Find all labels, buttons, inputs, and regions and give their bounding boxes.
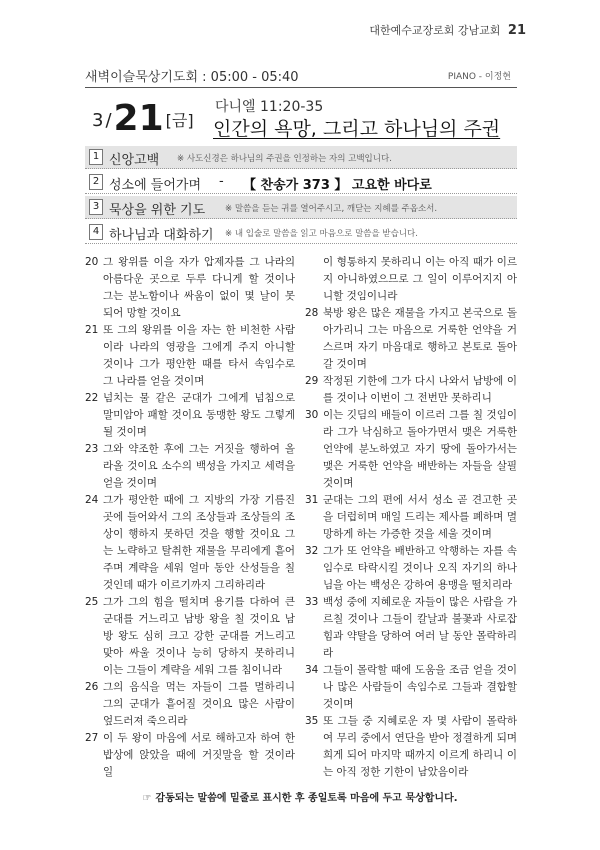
verse-text: 이 두 왕이 마음에 서로 해하고자 하여 한 밥상에 앉았을 때에 거짓말을 할 것이라 일 <box>103 732 295 778</box>
verse-number: 23 <box>85 443 99 455</box>
verse-text: 이 형통하지 못하리니 이는 아직 때가 이르지 아니하였으므로 그 일이 이루어지지 아니할 것임이니라 <box>323 256 517 302</box>
verse <box>305 543 517 594</box>
verse-text: 넘치는 물 같은 군대가 그에게 넘침으로 말미암아 패할 것이요 동맹한 왕도 그렇게 될 것이며 <box>103 392 295 438</box>
verse-text: 또 그들 중 지혜로운 자 몇 사람이 몰락하여 무리 중에서 연단을 받아 정결하게 되며 희게 되어 마지막 때까지 이르게 하리니 이는 아직 정한 기한이 남았음이라 <box>323 715 517 778</box>
verse-number: 27 <box>85 732 99 744</box>
verse <box>305 713 517 781</box>
verse <box>85 730 295 781</box>
verse-number: 25 <box>85 596 99 608</box>
verse-number: 32 <box>305 545 319 557</box>
page-number: 21 <box>507 23 526 38</box>
verse <box>305 254 517 305</box>
verse-text: 그의 음식을 먹는 자들이 그를 멸하리니 그의 군대가 흩어질 것이요 많은 사람이 엎드러져 죽으리라 <box>103 681 295 727</box>
pointing-hand-icon: ☞ <box>142 793 152 804</box>
verse-text: 그가 또 언약을 배반하고 악행하는 자를 속임수로 타락시킬 것이나 오직 자기의 하나님을 아는 백성은 강하여 용맹을 떨치리라 <box>323 545 517 591</box>
step-dialogue <box>85 221 517 244</box>
verse-number: 26 <box>85 681 99 693</box>
verse <box>305 594 517 662</box>
step-note: ※ 내 입술로 말씀을 읽고 마음으로 말씀을 받습니다. <box>225 229 418 239</box>
verse-number: 24 <box>85 494 99 506</box>
step-prayer <box>85 196 517 219</box>
passage-ref: 다니엘 11:20-35 <box>215 99 324 115</box>
step-hymn <box>85 171 517 194</box>
verse-text: 백성 중에 지혜로운 자들이 많은 사람을 가르칠 것이나 그들이 칼날과 불꽃과 사로잡힘과 약탈을 당하여 여러 날 동안 몰락하리라 <box>323 596 517 659</box>
verse-text: 그가 평안한 때에 그 지방의 가장 기름진 곳에 들어와서 그의 조상들과 조상들의 조상이 행하지 못하던 것을 행할 것이요 그는 노략하고 탈취한 재물을 무리에게 흩어 주며 계략을 세워 얼마 동안 산성들을 칠 것인데 때가 이르기까지 그리하리라 <box>103 494 295 591</box>
verse <box>85 679 295 730</box>
step-confession <box>85 146 517 169</box>
verse <box>85 390 295 441</box>
verse-number: 21 <box>85 324 99 336</box>
verse-number: 29 <box>305 375 319 387</box>
date-slash: / <box>105 110 112 131</box>
verse-number: 20 <box>85 256 99 268</box>
step-note: ※ 말씀을 듣는 귀를 열어주시고, 깨닫는 지혜를 주옵소서. <box>225 204 438 214</box>
verse <box>305 373 517 407</box>
step-number: 1 <box>89 149 103 165</box>
date-day: 21 <box>113 98 164 139</box>
verse-number: 35 <box>305 715 319 727</box>
verse <box>305 407 517 492</box>
sermon-title: 인간의 욕망, 그리고 하나님의 주권 <box>213 118 501 140</box>
order-of-service <box>85 146 517 246</box>
verse-text: 북방 왕은 많은 재물을 가지고 본국으로 돌아가리니 그는 마음으로 거룩한 언약을 거스르며 자기 마음대로 행하고 본토로 돌아갈 것이며 <box>323 307 517 370</box>
verse-number: 34 <box>305 664 319 676</box>
verse-text: 그와 약조한 후에 그는 거짓을 행하여 올라올 것이요 소수의 백성을 가지고 세력을 얻을 것이며 <box>103 443 295 489</box>
verse <box>85 322 295 390</box>
step-dash: - <box>219 174 224 189</box>
church-name: 대한예수교장로회 강남교회 <box>369 24 501 37</box>
step-number: 2 <box>89 174 103 190</box>
verse-text: 이는 깃딤의 배들이 이르러 그를 칠 것임이라 그가 낙심하고 돌아가면서 맺은 거룩한 언약에 분노하였고 자기 땅에 돌아가서는 맺은 거룩한 언약을 배반하는 자들을 살필 것이며 <box>323 409 517 489</box>
verse <box>305 662 517 713</box>
verse-number: 31 <box>305 494 319 506</box>
verse <box>85 594 295 679</box>
step-number: 3 <box>89 199 103 215</box>
date-month: 3 <box>92 110 104 131</box>
scripture-column-left <box>85 254 295 781</box>
step-note: ※ 사도신경은 하나님의 주권을 인정하는 자의 고백입니다. <box>177 154 392 164</box>
step-label: 신앙고백 <box>109 153 160 168</box>
date-weekday: [금] <box>165 111 194 130</box>
service-name: 새벽이슬묵상기도회 : 05:00 - 05:40 <box>85 70 299 85</box>
service-line <box>85 66 517 85</box>
footer-text: 감동되는 말씀에 밑줄로 표시한 후 종일토록 마음에 두고 묵상합니다. <box>155 793 458 804</box>
scripture-column-right <box>305 254 517 781</box>
verse <box>85 492 295 594</box>
piano-credit: PIANO - 이정현 <box>447 72 511 82</box>
step-label: 묵상을 위한 기도 <box>109 203 206 218</box>
date-block <box>92 98 194 139</box>
step-label: 하나님과 대화하기 <box>109 228 214 243</box>
verse-number: 22 <box>85 392 99 404</box>
verse-number <box>305 254 323 305</box>
verse-text: 작정된 기한에 그가 다시 나와서 남방에 이를 것이나 이번이 그 전번만 못하리니 <box>323 375 517 404</box>
verse-number: 30 <box>305 409 319 421</box>
step-number: 4 <box>89 224 103 240</box>
verse-text: 그가 그의 힘을 떨치며 용기를 다하여 큰 군대를 거느리고 남방 왕을 칠 것이요 남방 왕도 심히 크고 강한 군대를 거느리고 맞아 싸울 것이나 능히 당하지 못하리니 이는 그들이 계략을 세워 그를 침이니라 <box>103 596 295 676</box>
verse <box>305 305 517 373</box>
verse-text: 그들이 몰락할 때에 도움을 조금 얻을 것이나 많은 사람들이 속임수로 그들과 결합할 것이며 <box>323 664 517 710</box>
page-header <box>369 22 526 38</box>
verse <box>85 441 295 492</box>
verse-text: 군대는 그의 편에 서서 성소 곧 견고한 곳을 더럽히며 매일 드리는 제사를 폐하며 멸망하게 하는 가증한 것을 세울 것이며 <box>323 494 517 540</box>
verse-number: 33 <box>305 596 319 608</box>
footer-instruction <box>0 789 600 804</box>
step-label: 성소에 들어가며 <box>109 178 202 193</box>
verse <box>305 492 517 543</box>
verse <box>85 254 295 322</box>
verse-number: 28 <box>305 307 319 319</box>
verse-text: 또 그의 왕위를 이을 자는 한 비천한 사람이라 나라의 영광을 그에게 주지 아니할 것이나 그가 평안한 때를 타서 속임수로 그 나라를 얻을 것이며 <box>103 324 295 387</box>
verse-text: 그 왕위를 이을 자가 압제자를 그 나라의 아름다운 곳으로 두루 다니게 할 것이나 그는 분노함이나 싸움이 없이 몇 날이 못 되어 망할 것이요 <box>103 256 295 319</box>
hymn-title: 【 찬송가 373 】 고요한 바다로 <box>243 178 432 193</box>
divider <box>85 87 517 88</box>
